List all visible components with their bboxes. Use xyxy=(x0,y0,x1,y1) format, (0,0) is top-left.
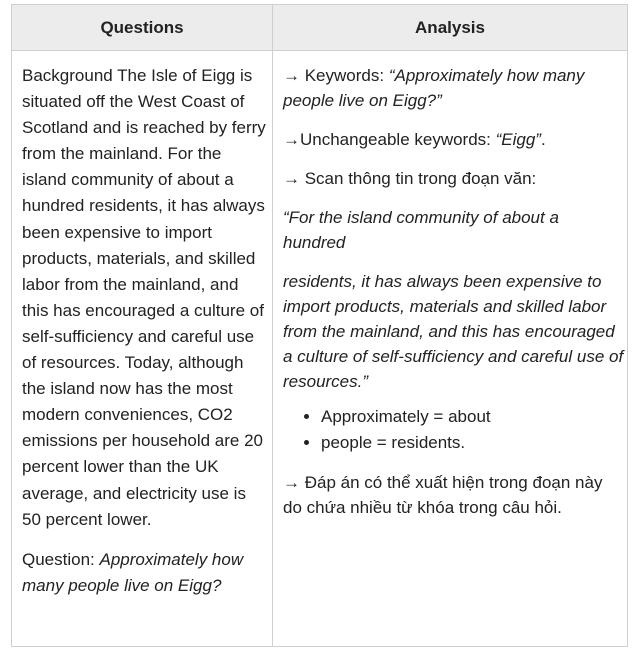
analysis-table xyxy=(11,4,628,647)
header-questions: Questions xyxy=(100,18,184,37)
conclusion-line: → Đáp án có thể xuất hiện trong đoạn này do chứa nhiều từ khóa trong câu hỏi. xyxy=(283,473,603,517)
list-item: • Approximately = about xyxy=(321,404,625,430)
analysis-cell xyxy=(283,63,625,520)
keywords-line xyxy=(283,63,625,113)
quote-part-2: residents, it has always been expensive to import products, materials and skilled labor from the mainland, and this has encouraged a culture of self-sufficiency and careful use of resources.” xyxy=(283,272,624,391)
table-header xyxy=(12,5,627,51)
scan-line: → Scan thông tin trong đoạn văn: xyxy=(283,169,537,188)
unchangeable-prefix: →Unchangeable keywords: xyxy=(283,130,496,149)
quote-part-1: “For the island community of about a hundred xyxy=(283,208,559,252)
question-label: Question: xyxy=(22,549,100,569)
list-item: • people = residents. xyxy=(321,430,625,456)
question-line xyxy=(22,547,266,599)
questions-cell xyxy=(22,63,266,599)
keywords-text: “Approximately how many people live on Eigg?” xyxy=(283,66,585,110)
column-divider xyxy=(272,5,273,646)
header-analysis: Analysis xyxy=(415,18,485,37)
unchangeable-line xyxy=(283,127,625,152)
keywords-prefix: → Keywords: xyxy=(283,66,389,85)
unchangeable-text: “Eigg” xyxy=(495,130,541,149)
synonym-list xyxy=(283,404,625,456)
passage-text: Background The Isle of Eigg is situated off the West Coast of Scotland and is reached by ferry from the mainland. For the island community of about a hundred residents, it has always been expensive to import products, materials, and skilled labor from the mainland, and this has encouraged a culture of self-sufficiency and careful use of resources. Today, although the island now has the most modern conveniences, CO2 emissions per household are 20 percent lower than the UK average, and electricity use is 50 percent lower. xyxy=(22,66,266,529)
unchangeable-suffix: . xyxy=(540,130,546,149)
question-text: Approximately how many people live on Eigg? xyxy=(22,549,244,595)
